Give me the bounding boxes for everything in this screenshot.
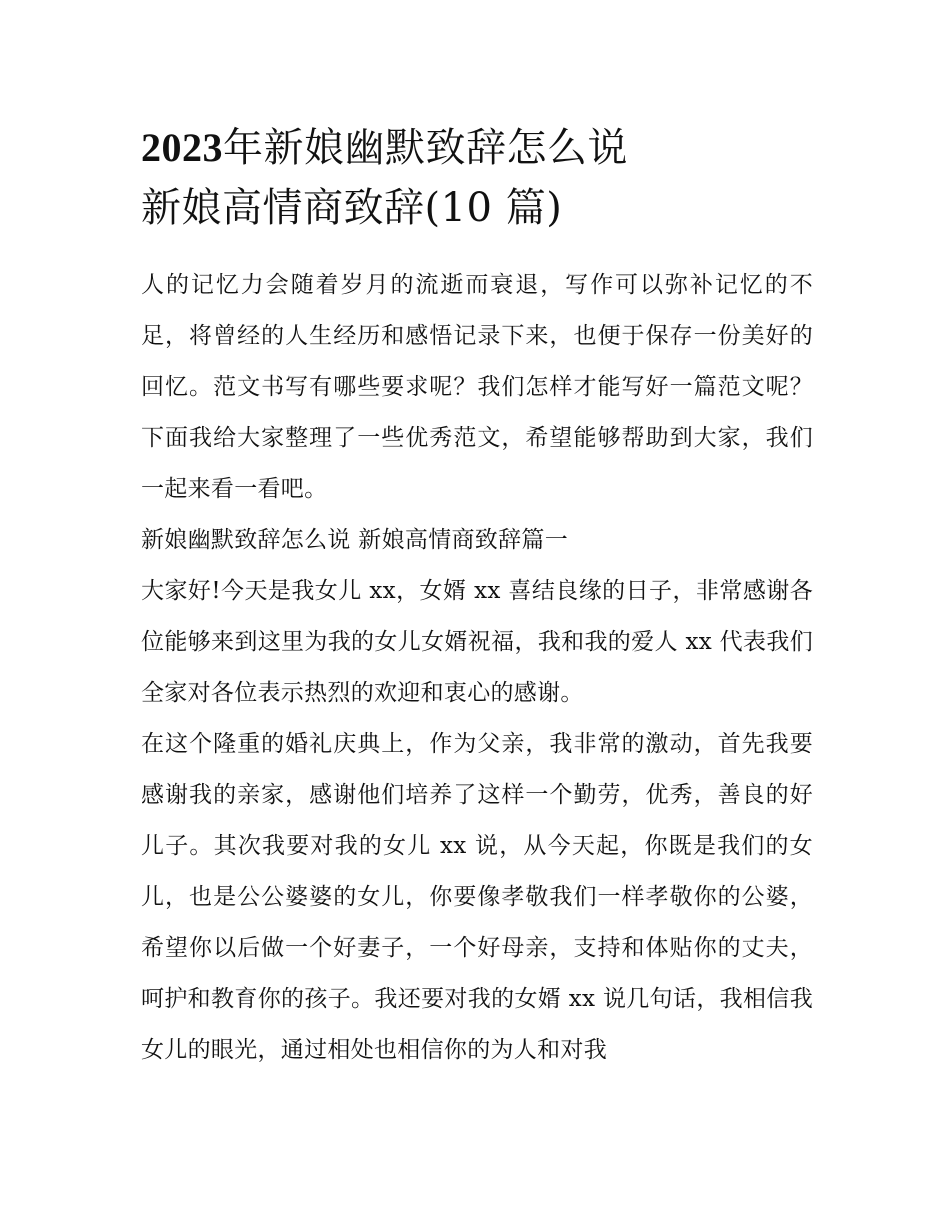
intro-paragraph: 人的记忆力会随着岁月的流逝而衰退，写作可以弥补记忆的不足，将曾经的人生经历和感悟记录下来，也便于保存一份美好的回忆。范文书写有哪些要求呢？我们怎样才能写好一篇范文呢？下面我给大家整理了一些优秀范文，希望能够帮助到大家，我们一起来看一看吧。: [141, 272, 813, 502]
body-paragraph-2: 在这个隆重的婚礼庆典上，作为父亲，我非常的激动，首先我要感谢我的亲家，感谢他们培养了这样一个勤劳，优秀，善良的好儿子。其次我要对我的女儿 xx 说，从今天起，你既是我们的女儿，也是公公婆婆的女儿，你要像孝敬我们一样孝敬你的公婆，希望你以后做一个好妻子，一个好母亲，支持和体贴你的丈夫，呵护和教育你的孩子。我还要对我的女婿 xx 说几句话，我相信我女儿的眼光，通过相处也相信你的为人和对我: [141, 731, 813, 1063]
document-title: [141, 118, 813, 238]
title-line-1-text: 年新娘幽默致辞怎么说: [223, 125, 628, 171]
body-paragraph-1: 大家好!今天是我女儿 xx，女婿 xx 喜结良缘的日子，非常感谢各位能够来到这里为我的女儿女婿祝福，我和我的爱人 xx 代表我们全家对各位表示热烈的欢迎和衷心的感谢。: [141, 578, 813, 706]
title-year: 2023: [141, 125, 223, 170]
section-heading: 新娘幽默致辞怎么说 新娘高情商致辞篇一: [141, 527, 569, 553]
title-line-1: [141, 118, 813, 178]
title-line-2: 新娘高情商致辞(10 篇): [141, 185, 563, 231]
document-page: [141, 118, 813, 1076]
document-body: [141, 260, 813, 1076]
